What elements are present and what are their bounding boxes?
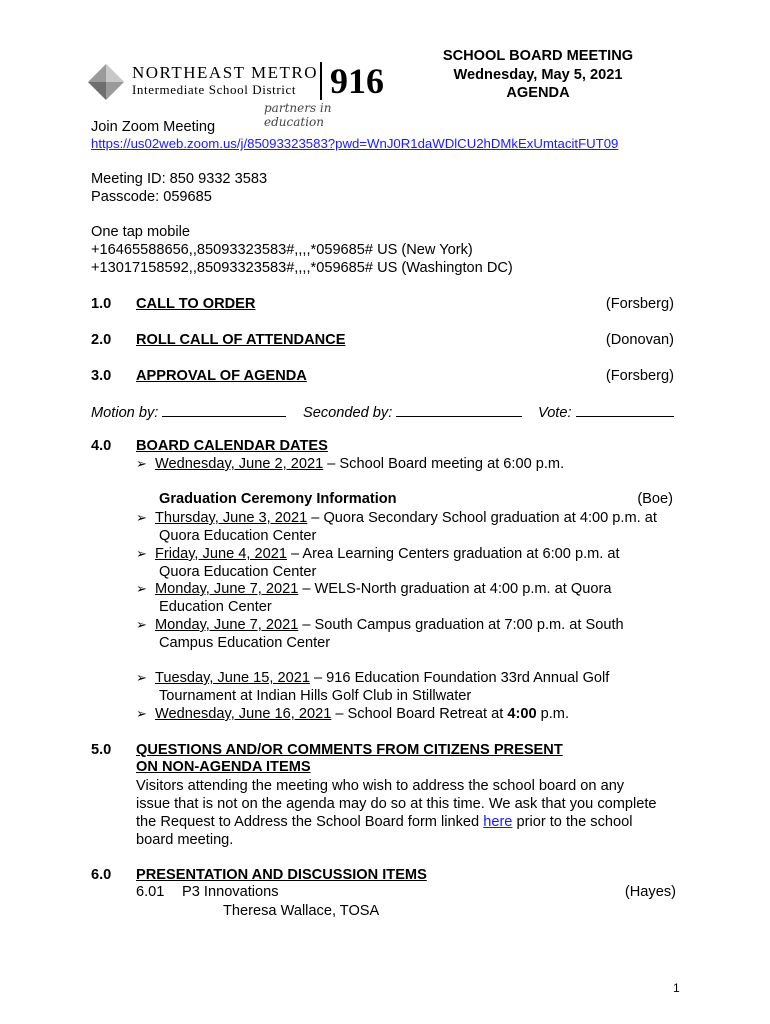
diamond-logo-icon (88, 64, 124, 100)
header-title: SCHOOL BOARD MEETING (442, 48, 634, 64)
motion-blank (162, 402, 286, 417)
meeting-header (418, 47, 658, 103)
logo-org-name: NORTHEAST METRO (132, 63, 318, 82)
page-number: 1 (673, 981, 680, 995)
entry-text: – School Board Retreat at (331, 706, 508, 722)
arrow-bullet-icon: ➢ (136, 456, 147, 471)
entry-continuation: Quora Education Center (159, 528, 317, 544)
entry-date: Friday, June 4, 2021 (154, 546, 287, 562)
calendar-entry (136, 580, 611, 598)
logo-org-subname: Intermediate School District (132, 82, 297, 97)
item-title-approval: APPROVAL OF AGENDA (136, 368, 307, 384)
header-date: Wednesday, May 5, 2021 (453, 66, 623, 83)
item-number: 1.0 (91, 296, 112, 312)
entry-text: – 916 Education Foundation 33rd Annual Golf (309, 670, 610, 686)
questions-paragraph-line (136, 813, 633, 831)
vote-line (538, 402, 674, 422)
entry-text: – Quora Secondary School graduation at 4:00 p.m. at (307, 510, 657, 526)
entry-date: Tuesday, June 15, 2021 (154, 670, 310, 686)
item-number: 3.0 (91, 368, 112, 384)
logo-divider (320, 62, 322, 100)
calendar-entry (136, 545, 620, 563)
item-title-calendar: BOARD CALENDAR DATES (136, 438, 328, 454)
calendar-entry (136, 455, 564, 473)
header-agenda: AGENDA (506, 85, 570, 101)
item-title-questions-cont: ON NON-AGENDA ITEMS (136, 759, 311, 775)
item-presenter: (Forsberg) (605, 368, 674, 384)
motion-line (91, 402, 286, 422)
entry-continuation: Quora Education Center (159, 564, 317, 580)
arrow-bullet-icon: ➢ (136, 706, 147, 721)
graduation-presenter: (Boe) (637, 491, 673, 507)
zoom-link[interactable]: https://us02web.zoom.us/j/85093323583?pwd=WnJ0R1daWDlCU2hDMkExUmtacitFUT09 (91, 136, 619, 151)
item-title-call-to-order: CALL TO ORDER (136, 296, 256, 312)
sub-item-presenter: (Hayes) (624, 884, 676, 900)
one-tap-label: One tap mobile (91, 224, 190, 240)
motion-label: Motion by: (91, 405, 159, 421)
item-number: 4.0 (91, 438, 112, 454)
entry-text: p.m. (536, 706, 570, 722)
arrow-bullet-icon: ➢ (136, 670, 147, 685)
request-form-link[interactable]: here (483, 814, 513, 830)
meeting-id: Meeting ID: 850 9332 3583 (91, 171, 268, 187)
calendar-entry (136, 616, 624, 634)
paragraph-text: the Request to Address the School Board form linked (136, 814, 484, 830)
entry-text: – Area Learning Centers graduation at 6:00 p.m. at (286, 546, 620, 562)
calendar-entry (136, 705, 569, 723)
questions-paragraph-line: Visitors attending the meeting who wish to address the school board on any (136, 778, 625, 794)
sub-item-title: P3 Innovations (182, 884, 279, 900)
seconded-label: Seconded by: (303, 405, 393, 421)
item-number: 6.0 (91, 867, 112, 883)
vote-blank (576, 402, 674, 417)
phone-washington: +13017158592,,85093323583#,,,,*059685# US (Washington DC) (91, 260, 513, 276)
graduation-title: Graduation Ceremony Information (159, 491, 397, 507)
entry-text: – South Campus graduation at 7:00 p.m. at South (298, 617, 624, 633)
zoom-label: Join Zoom Meeting (91, 119, 216, 135)
questions-paragraph-line: board meeting. (136, 832, 234, 848)
seconded-line (303, 402, 522, 422)
entry-date: Monday, June 7, 2021 (154, 617, 299, 633)
passcode: Passcode: 059685 (91, 189, 212, 205)
entry-date: Thursday, June 3, 2021 (154, 510, 308, 526)
arrow-bullet-icon: ➢ (136, 617, 147, 632)
entry-text: – WELS-North graduation at 4:00 p.m. at Quora (298, 581, 612, 597)
questions-paragraph-line: issue that is not on the agenda may do so at this time. We ask that you complete (136, 796, 657, 812)
entry-continuation: Campus Education Center (159, 635, 331, 651)
sub-item-number: 6.01 (136, 884, 165, 900)
item-title-presentation: PRESENTATION AND DISCUSSION ITEMS (136, 867, 427, 883)
calendar-entry (136, 669, 609, 687)
seconded-blank (396, 402, 522, 417)
item-title-questions: QUESTIONS AND/OR COMMENTS FROM CITIZENS PRESENT (136, 742, 563, 758)
arrow-bullet-icon: ➢ (136, 510, 147, 525)
sub-item-person: Theresa Wallace, TOSA (223, 903, 380, 919)
logo-tagline: partners in education (264, 101, 332, 129)
arrow-bullet-icon: ➢ (136, 581, 147, 596)
entry-text: – School Board meeting at 6:00 p.m. (323, 456, 565, 472)
item-presenter: (Donovan) (605, 332, 674, 348)
entry-time: 4:00 (507, 706, 537, 722)
paragraph-text: prior to the school (512, 814, 633, 830)
entry-date: Wednesday, June 16, 2021 (154, 706, 332, 722)
item-number: 2.0 (91, 332, 112, 348)
entry-continuation: Education Center (159, 599, 272, 615)
entry-date: Monday, June 7, 2021 (154, 581, 299, 597)
logo-number: 916 (330, 61, 384, 101)
item-title-roll-call: ROLL CALL OF ATTENDANCE (136, 332, 346, 348)
entry-date: Wednesday, June 2, 2021 (154, 456, 324, 472)
vote-label: Vote: (538, 405, 572, 421)
entry-continuation: Tournament at Indian Hills Golf Club in Stillwater (159, 688, 472, 704)
item-presenter: (Forsberg) (605, 296, 674, 312)
calendar-entry (136, 509, 657, 527)
item-number: 5.0 (91, 742, 112, 758)
phone-new-york: +16465588656,,85093323583#,,,,*059685# US (New York) (91, 242, 473, 258)
arrow-bullet-icon: ➢ (136, 546, 147, 561)
